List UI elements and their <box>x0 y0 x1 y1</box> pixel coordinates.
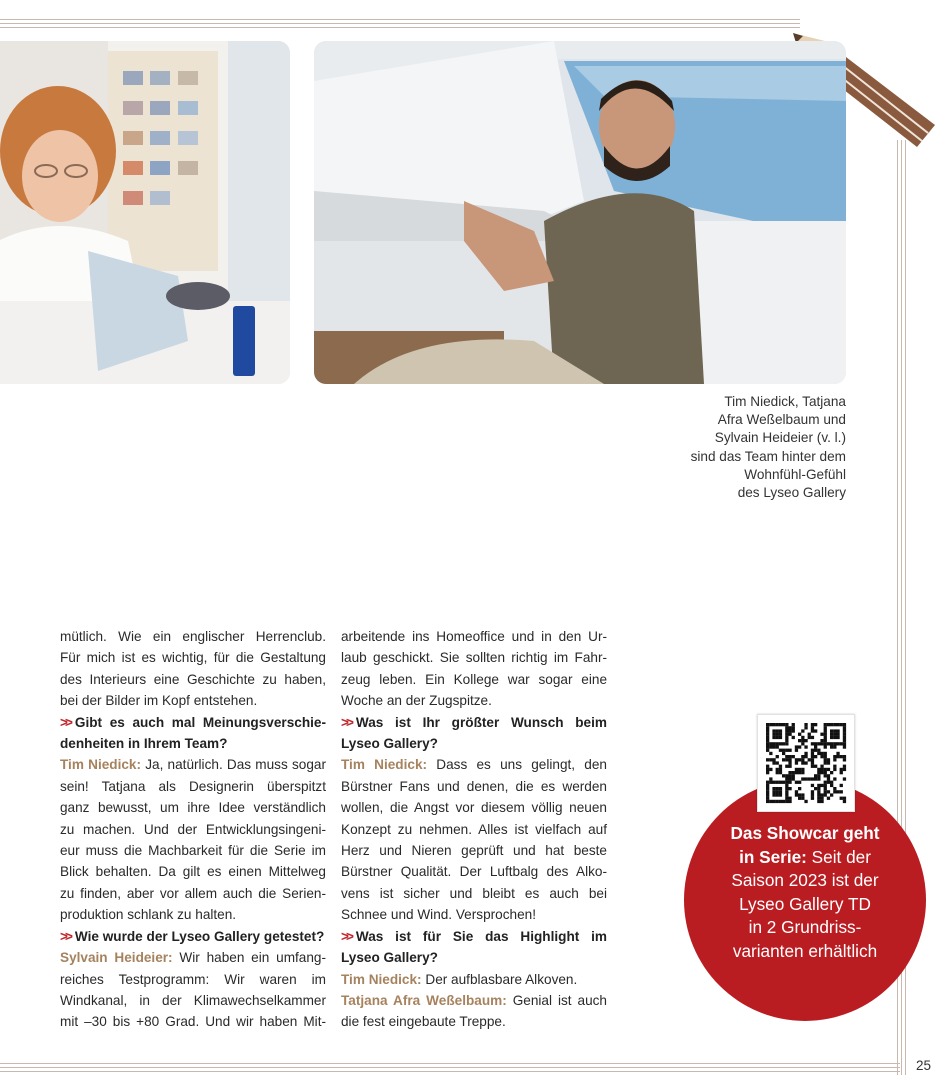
text-line: sein! Tatjana als Designerin überspitzt <box>60 778 326 794</box>
speaker-name: Sylvain Heideier: <box>60 950 173 966</box>
question-heading: >> Was ist für Sie das Highlight im <box>341 928 607 944</box>
text-line: Blick behalten. Da gilt es einen Mittelweg <box>60 864 326 880</box>
page-number: 25 <box>916 1058 932 1073</box>
answer-line: Sylvain Heideier: Wir haben ein umfang- <box>60 950 327 966</box>
text-line: Für mich ist es wichtig, für die Gestaltung <box>60 650 326 666</box>
question-heading: >> Gibt es auch mal Meinungsverschie- <box>60 714 326 730</box>
text-line: laub geschickt. Sie sollten richtig im Fahr- <box>341 650 607 666</box>
text-line: reiches Testprogramm: Wir waren im <box>60 971 326 987</box>
team-photo-woman <box>0 41 290 384</box>
question-heading: Lyseo Gallery? <box>341 736 438 752</box>
answer-line: Tim Niedick: Der aufblasbare Alkoven. <box>341 971 578 987</box>
answer-line: Tatjana Afra Weßelbaum: Genial ist auch <box>341 992 607 1008</box>
text-line: zu machen. Und der Entwicklungsingeni- <box>60 821 326 837</box>
text-line: mütlich. Wie ein englischer Herrenclub. <box>60 629 326 644</box>
frame-bottom-line-2 <box>0 1067 900 1068</box>
text-line: arbeitende ins Homeoffice und in den Ur- <box>341 629 607 644</box>
text-line: ganz bewusst, um ihre Idee verständlich <box>60 800 326 816</box>
text-line: Herz und Nieren geprüft und hat beste <box>341 843 607 859</box>
speaker-name: Tim Niedick: <box>341 971 422 987</box>
frame-top-line <box>0 19 800 20</box>
text-line: Bürstner Qualität. Der Luftbalg des Alko- <box>341 864 607 880</box>
text-line: mit –30 bis +80 Grad. Und wir haben Mit- <box>60 1014 326 1030</box>
showcar-badge: Das Showcar geht in Serie: Seit der Saison 2023 ist der Lyseo Gallery TD in 2 Grundriss- varianten erhältlich <box>684 779 926 1021</box>
text-line: des Interieurs eine Geschichte zu haben, <box>60 671 326 687</box>
text-line: Bürstner Fans und denen, die es werden <box>341 778 607 794</box>
double-chevron-icon: >> <box>60 928 70 944</box>
question-heading: denheiten in Ihrem Team? <box>60 736 228 752</box>
text-line: wollen, die Angst vor diesem völlig neuen <box>341 800 607 816</box>
answer-line: Tim Niedick: Dass es uns gelingt, den <box>341 757 607 773</box>
text-line: Konzept zu nehmen. Alles ist vielfach auf <box>341 821 607 837</box>
text-line: Schnee und Wind. Versprochen! <box>341 907 536 923</box>
speaker-name: Tim Niedick: <box>60 757 142 773</box>
frame-bottom-line-3 <box>0 1071 900 1072</box>
text-line: zu finden, aber vor allem auch die Serien- <box>60 885 326 901</box>
speaker-name: Tim Niedick: <box>341 757 428 773</box>
text-line: die fest eingebaute Treppe. <box>341 1014 506 1030</box>
photo-caption: Tim Niedick, Tatjana Afra Weßelbaum und Sylvain Heideier (v. l.) sind das Team hinter dem Wohnfühl-Gefühl des Lyseo Gallery <box>690 394 846 501</box>
answer-line: Tim Niedick: Ja, natürlich. Das muss sogar <box>60 757 326 773</box>
article-column-2 <box>341 626 607 1033</box>
text-line: Windkanal, in der Klimawechselkammer <box>60 992 326 1008</box>
text-line: zeug leben. Ein Kollege war sogar eine <box>341 671 607 687</box>
text-line: produktion schlank zu halten. <box>60 907 237 923</box>
frame-top-line-3 <box>0 27 800 28</box>
double-chevron-icon: >> <box>341 714 351 730</box>
text-line: bei der Bilder im Kopf entstehen. <box>60 693 258 709</box>
double-chevron-icon: >> <box>341 928 351 944</box>
team-photo-man <box>314 41 846 384</box>
text-line: eur muss die Machbarkeit für die Serie im <box>60 843 326 859</box>
double-chevron-icon: >> <box>60 714 70 730</box>
qr-code[interactable] <box>757 714 855 812</box>
question-heading: >> Was ist Ihr größter Wunsch beim <box>341 714 607 730</box>
text-line: Woche an der Zugspitze. <box>341 693 492 709</box>
speaker-name: Tatjana Afra Weßelbaum: <box>341 992 507 1008</box>
question-heading: Lyseo Gallery? <box>341 950 438 966</box>
text-line: vens ist sicher und bleibt es auch bei <box>341 885 607 901</box>
frame-top-line-2 <box>0 23 800 24</box>
question-heading: >> Wie wurde der Lyseo Gallery getestet? <box>60 928 325 944</box>
article-column-1 <box>60 626 326 1033</box>
frame-bottom-line <box>0 1063 900 1064</box>
